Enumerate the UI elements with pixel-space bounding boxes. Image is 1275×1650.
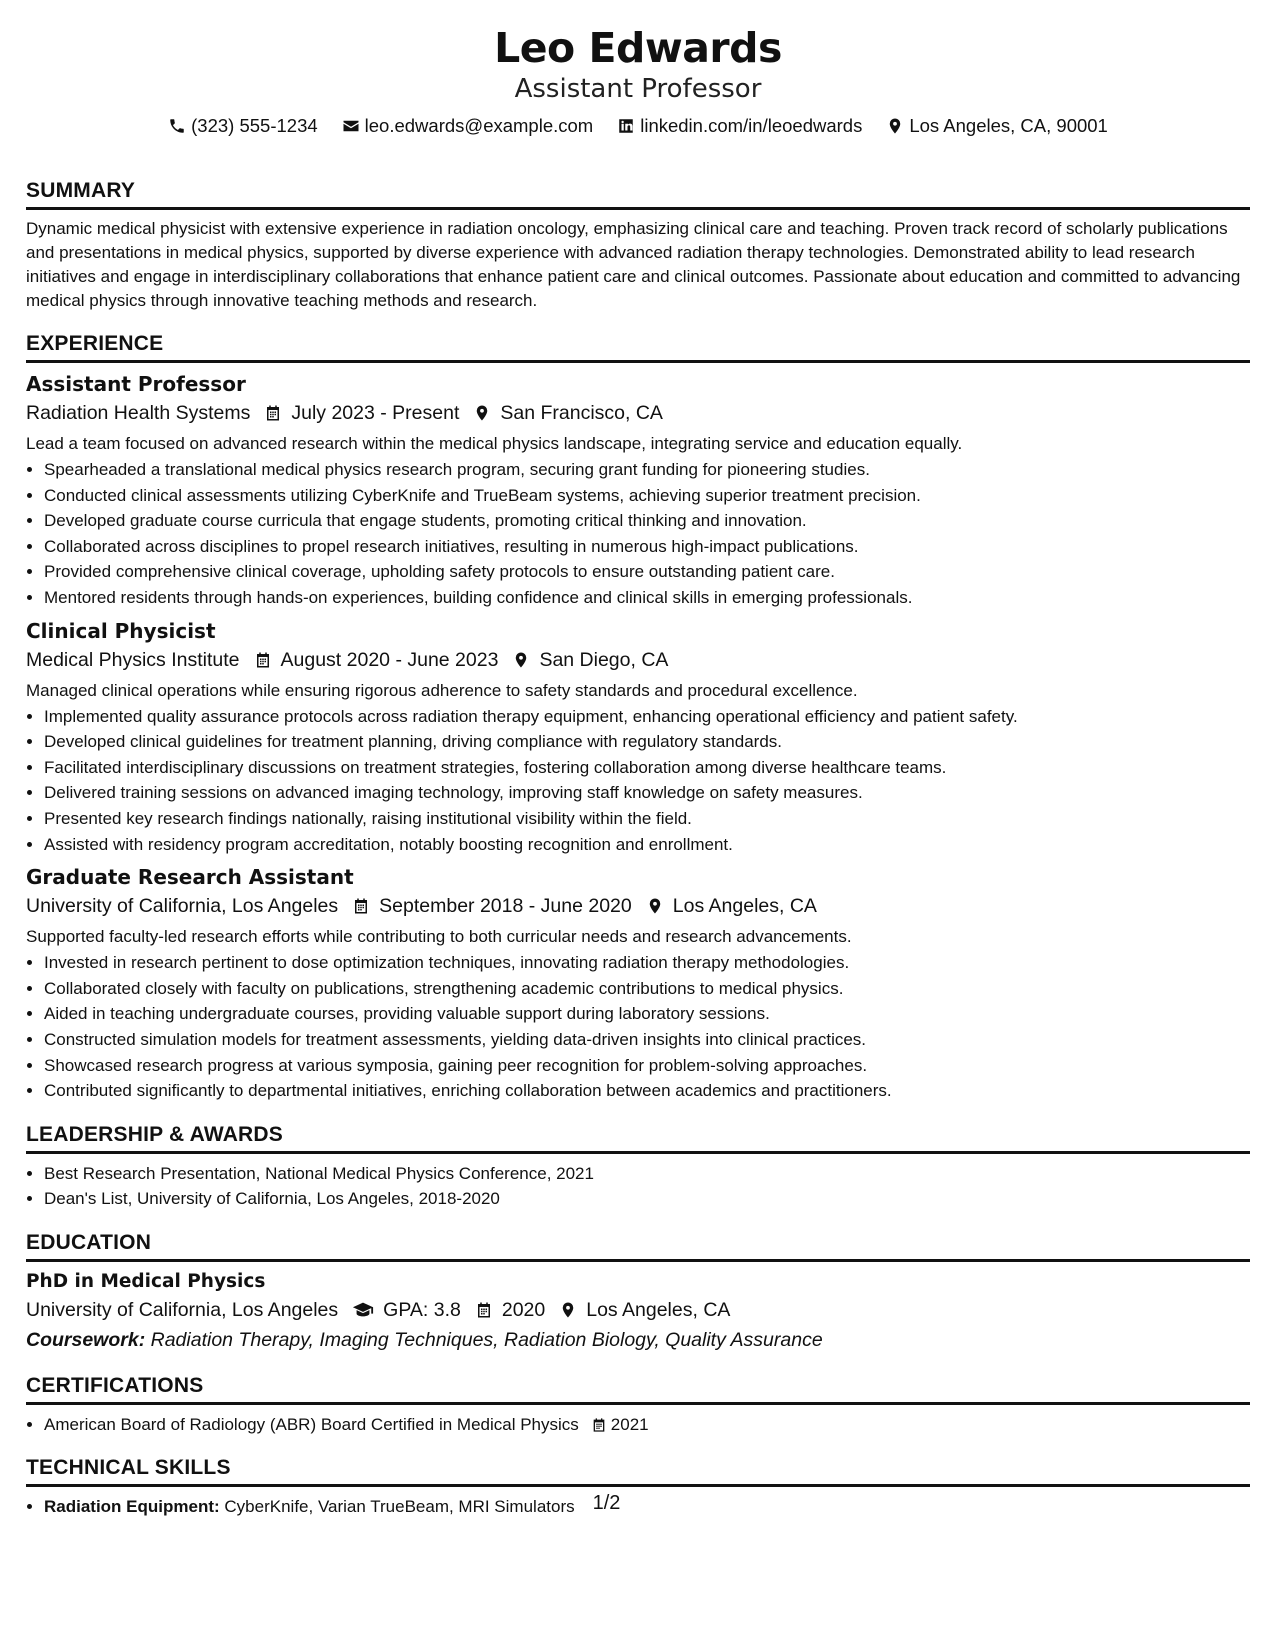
job-location-text: Los Angeles, CA [672,895,817,918]
job-bullet: • Provided comprehensive clinical coverage, upholding safety protocols to ensure outstanding patient care. [44,559,1250,585]
job-bullet: • Conducted clinical assessments utilizing CyberKnife and TrueBeam systems, achieving superior treatment precision. [44,483,1250,509]
skills-heading: TECHNICAL SKILLS [26,1441,1250,1487]
job-bullet: • Aided in teaching undergraduate courses, providing valuable support during laboratory sessions. [44,1001,1250,1027]
job-dates [240,645,499,675]
certification-line [44,1412,1250,1438]
summary-section [26,164,1250,313]
job-bullets [26,950,1250,1104]
experience-section [26,317,1250,1104]
job-location [459,398,663,428]
awards-list [26,1161,1250,1212]
job-bullet: • Assisted with residency program accreditation, notably boosting recognition and enrollment. [44,832,1250,858]
job-location [498,645,668,675]
job-bullets [26,704,1250,858]
certification-year: 2021 [610,1414,649,1434]
contact-linkedin-text: linkedin.com/in/leoedwards [640,115,863,136]
certifications-heading: CERTIFICATIONS [26,1359,1250,1405]
job-bullet: • Spearheaded a translational medical physics research program, securing grant funding for pioneering studies. [44,457,1250,483]
experience-heading: EXPERIENCE [26,317,1250,363]
job-dates-text: September 2018 - June 2020 [379,895,632,918]
education-section [26,1216,1250,1355]
job-bullet: • Delivered training sessions on advanced imaging technology, improving staff knowledge on safety measures. [44,780,1250,806]
coursework-line [26,1325,1250,1355]
awards-heading: LEADERSHIP & AWARDS [26,1108,1250,1154]
education-gpa [338,1295,461,1325]
summary-text: Dynamic medical physicist with extensive experience in radiation oncology, emphasizing clinical care and teaching. Proven track record of scholarly publications and presentations in medical physics, supported by diverse experience with advanced radiation therapy technologies. Demonstrated ability to lead research initiatives and engage in interdisciplinary collaborations that enhance patient care and clinical outcomes. Passionate about education and committed to advancing medical physics through innovative teaching methods and research. [26,219,1241,310]
candidate-title: Assistant Professor [514,74,762,104]
candidate-name: Leo Edwards [494,24,782,72]
job-meta [26,398,1250,428]
education-year [461,1295,545,1325]
contact-phone-text: (323) 555-1234 [191,115,318,136]
job-entry [26,617,1250,858]
location-pin-icon [473,404,491,422]
awards-section [26,1108,1250,1212]
job-bullet: • Collaborated closely with faculty on publications, strengthening academic contributions to medical physics. [44,976,1250,1002]
skill-label: Radiation Equipment: [44,1497,220,1517]
contact-linkedin[interactable] [617,114,862,138]
contact-location-text: Los Angeles, CA, 90001 [909,115,1108,136]
job-description: Managed clinical operations while ensuring rigorous adherence to safety standards and procedural excellence. [26,680,858,700]
job-bullet: • Contributed significantly to departmental initiatives, enriching collaboration between academics and practitioners. [44,1078,1250,1104]
job-bullet: • Showcased research progress at various symposia, gaining peer recognition for problem-solving approaches. [44,1053,1250,1079]
job-bullet: • Constructed simulation models for treatment assessments, yielding data-driven insights into clinical practices. [44,1027,1250,1053]
job-org: Medical Physics Institute [26,648,240,671]
contact-location [886,114,1108,138]
certifications-list [26,1412,1250,1438]
coursework-text: Radiation Therapy, Imaging Techniques, Radiation Biology, Quality Assurance [150,1328,823,1351]
job-description: Supported faculty-led research efforts while contributing to both curricular needs and research advancements. [26,927,852,947]
job-bullet: • Developed clinical guidelines for treatment planning, driving compliance with regulatory standards. [44,729,1250,755]
job-location [632,891,817,921]
education-meta [26,1295,1250,1325]
education-heading: EDUCATION [26,1216,1250,1262]
education-gpa-text: GPA: 3.8 [383,1298,461,1321]
job-bullet: • Developed graduate course curricula that engage students, promoting critical thinking and innovation. [44,508,1250,534]
job-entry [26,863,1250,1104]
education-school: University of California, Los Angeles [26,1298,339,1321]
job-entry [26,370,1250,611]
job-dates-text: August 2020 - June 2023 [280,648,499,671]
coursework-label: Coursework: [26,1328,146,1351]
award-item: • Dean's List, University of California, Los Angeles, 2018-2020 [44,1186,1250,1212]
calendar-icon [591,1417,607,1433]
page-number: 1/2 [592,1492,621,1514]
degree-title: PhD in Medical Physics [26,1270,266,1292]
phone-icon [168,117,186,135]
summary-heading: SUMMARY [26,164,1250,210]
skill-value: CyberKnife, Varian TrueBeam, MRI Simulators [224,1497,575,1517]
education-location [545,1295,730,1325]
contact-bar [26,114,1250,138]
envelope-icon [342,117,360,135]
job-org: University of California, Los Angeles [26,895,339,918]
job-bullet: • Presented key research findings nationally, raising institutional visibility within the field. [44,806,1250,832]
contact-email[interactable] [342,114,594,138]
job-meta [26,645,1250,675]
calendar-icon [475,1301,493,1319]
contact-phone[interactable] [168,114,318,138]
graduation-cap-icon [352,1299,374,1321]
job-dates [250,398,459,428]
job-bullet: • Implemented quality assurance protocols across radiation therapy equipment, enhancing operational efficiency and patient safety. [44,704,1250,730]
calendar-icon [352,897,370,915]
job-bullet: • Invested in research pertinent to dose optimization techniques, innovating radiation therapy methodologies. [44,950,1250,976]
job-title: Graduate Research Assistant [26,865,354,890]
job-bullet: • Facilitated interdisciplinary discussions on treatment strategies, fostering collaboration among diverse healthcare teams. [44,755,1250,781]
location-pin-icon [886,117,904,135]
award-item: • Best Research Presentation, National Medical Physics Conference, 2021 [44,1161,1250,1187]
calendar-icon [264,404,282,422]
certifications-section [26,1359,1250,1438]
education-year-text: 2020 [501,1298,546,1321]
job-org: Radiation Health Systems [26,402,251,424]
job-bullets [26,457,1250,611]
job-bullet: • Mentored residents through hands-on experiences, building confidence and clinical skills in emerging professionals. [44,585,1250,611]
certification-item [44,1412,1250,1438]
location-pin-icon [559,1301,577,1319]
contact-email-text: leo.edwards@example.com [364,115,594,136]
location-pin-icon [512,651,530,669]
linkedin-icon [617,117,635,135]
job-meta [26,891,1250,921]
resume-header [26,0,1250,138]
job-title: Assistant Professor [26,372,246,396]
job-location-text: San Diego, CA [539,648,669,671]
education-location-text: Los Angeles, CA [586,1298,731,1321]
job-dates [338,891,632,921]
job-bullet: • Collaborated across disciplines to propel research initiatives, resulting in numerous high-impact publications. [44,534,1250,560]
job-title: Clinical Physicist [26,618,216,643]
resume-page [26,0,1250,1520]
job-dates-text: July 2023 - Present [291,402,460,424]
job-description: Lead a team focused on advanced research within the medical physics landscape, integrating service and education equally. [26,434,963,453]
calendar-icon [254,651,272,669]
certification-name: • American Board of Radiology (ABR) Board Certified in Medical Physics [44,1414,579,1434]
location-pin-icon [646,897,664,915]
job-location-text: San Francisco, CA [500,402,663,424]
